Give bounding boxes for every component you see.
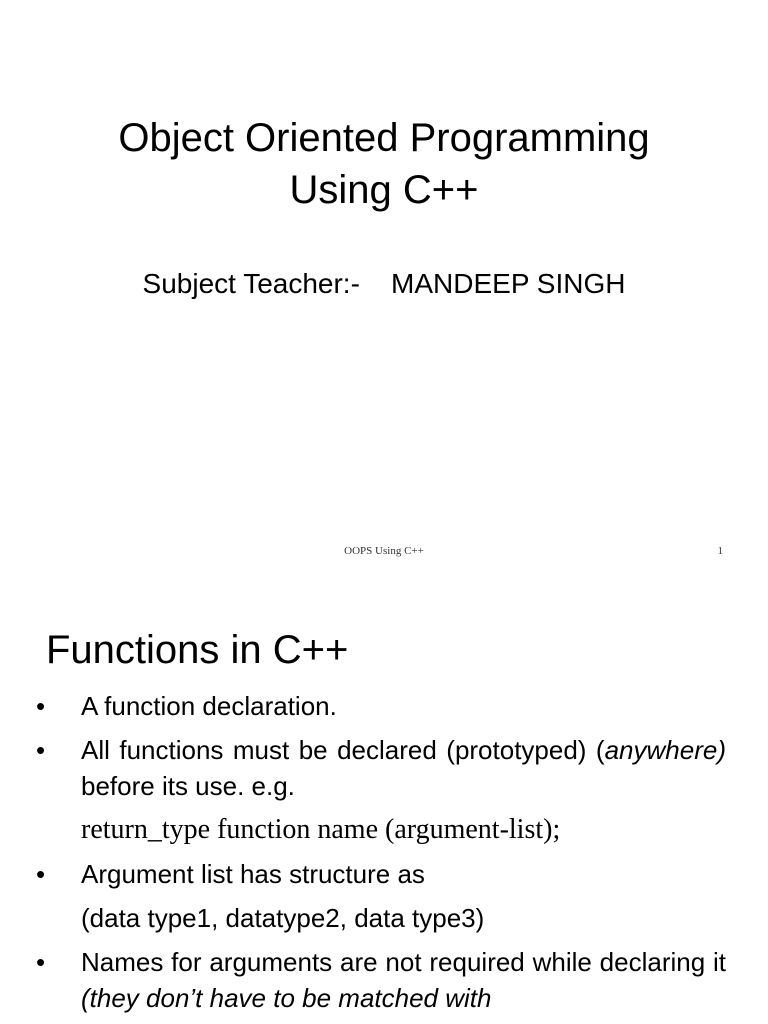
footer-text: OOPS Using C++: [344, 545, 424, 557]
bullet-text: A function declaration.: [81, 691, 337, 721]
subject-teacher: [0, 264, 768, 304]
bullet-item: [36, 856, 726, 892]
bullet-marker: •: [36, 735, 46, 765]
bullet-emphasis: anywhere): [604, 735, 726, 765]
bullet-marker: •: [36, 947, 46, 977]
bullet-text: Names for arguments are not required while declaring it: [81, 947, 726, 977]
bullet-list: [36, 688, 726, 1024]
teacher-label: Subject Teacher:-: [142, 268, 360, 299]
bullet-marker: •: [36, 859, 46, 889]
bullet-text-cont: before its use. e.g.: [81, 771, 295, 801]
bullet-text: Argument list has structure as: [81, 859, 425, 889]
bullet-item: [36, 732, 726, 804]
bullet-item: [36, 688, 726, 724]
argument-structure: (data type1, datatype2, data type3): [81, 903, 485, 933]
teacher-name: MANDEEP SINGH: [391, 268, 626, 299]
bullet-item: [36, 944, 726, 1016]
syntax-line: return_type function name (argument-list);: [81, 814, 561, 845]
slide-heading: Functions in C++: [46, 628, 349, 672]
slide-title: [0, 112, 768, 216]
page-number: 1: [717, 545, 723, 557]
functions-slide: [0, 576, 768, 1024]
title-line-1: Object Oriented Programming: [118, 116, 650, 160]
bullet-text: All functions must be declared (prototyped) (: [81, 735, 605, 765]
bullet-marker: •: [36, 691, 46, 721]
bullet-emphasis: (they don’t have to be matched with: [81, 983, 492, 1013]
title-line-2: Using C++: [289, 168, 479, 212]
